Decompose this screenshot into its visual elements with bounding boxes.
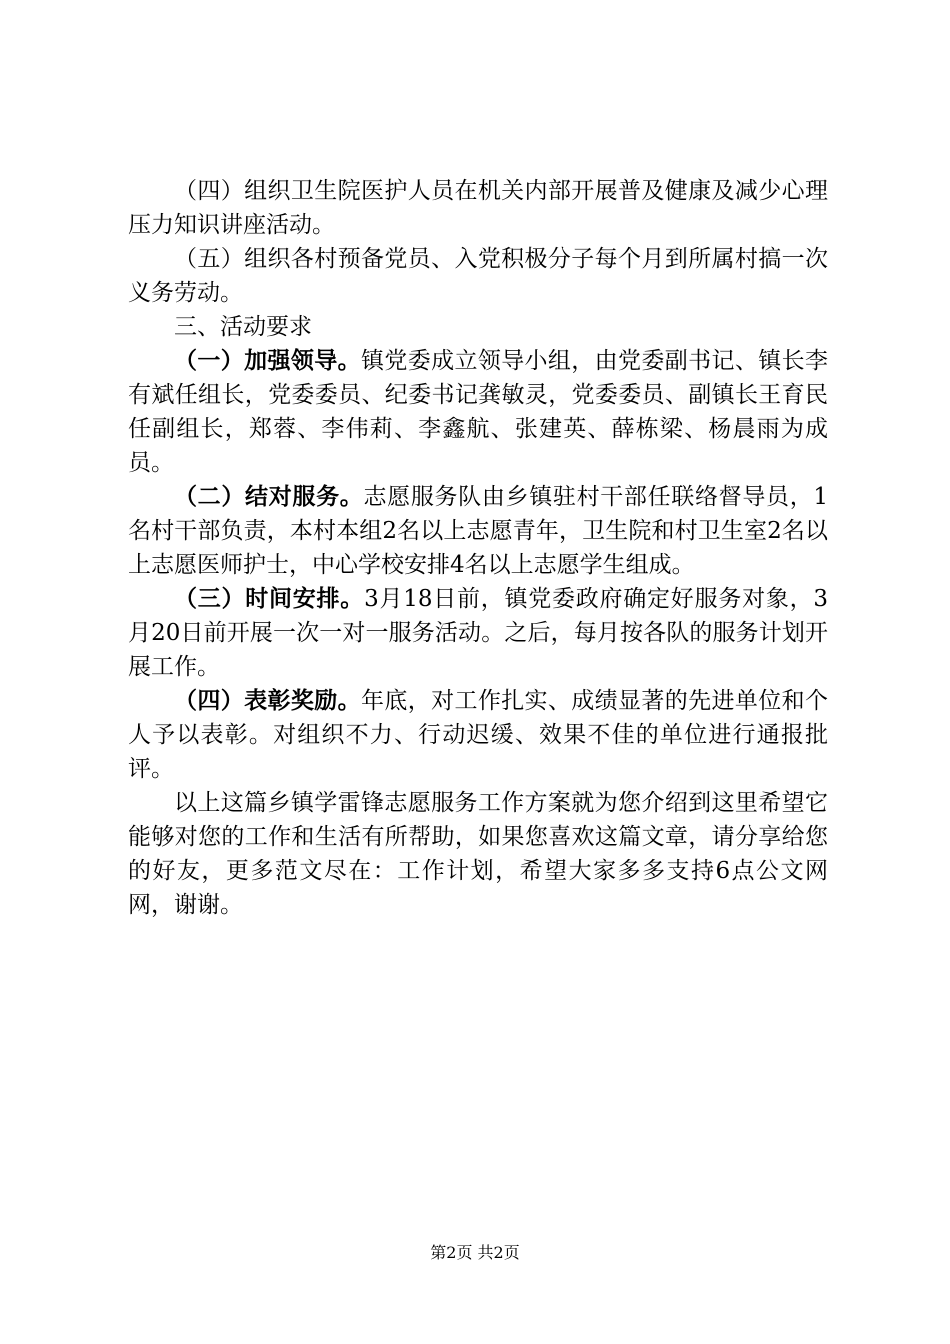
paragraph-closing (128, 786, 828, 922)
paragraph-schedule (128, 582, 828, 684)
paragraph-text: （五）组织各村预备党员、入党积极分子每个月到所属村搞一次义务劳动。 (128, 246, 828, 306)
paragraph-organize-lecture (128, 174, 828, 242)
section-heading-text: 三、活动要求 (174, 314, 312, 340)
paragraph-paired-service (128, 480, 828, 582)
paragraph-lead: （二）结对服务。 (174, 484, 364, 510)
paragraph-commendation (128, 684, 828, 786)
paragraph-text: 年底，对工作扎实、成绩显著的先进单位和个人予以表彰。对组织不力、行动迟缓、效果不佳的单位进行通报批评。 (128, 688, 829, 782)
paragraph-lead: （四）表彰奖励。 (174, 688, 361, 714)
paragraph-text: （四）组织卫生院医护人员在机关内部开展普及健康及减少心理压力知识讲座活动。 (128, 178, 828, 238)
paragraph-text: 以上这篇乡镇学雷锋志愿服务工作方案就为您介绍到这里希望它能够对您的工作和生活有所帮助，如果您喜欢这篇文章，请分享给您的好友，更多范文尽在：工作计划，希望大家多多支持6点公文网网，谢谢。 (128, 790, 828, 918)
document-body (128, 174, 828, 922)
paragraph-text: 镇党委成立领导小组，由党委副书记、镇长李有斌任组长，党委委员、纪委书记龚敏灵，党委委员、副镇长王育民任副组长，郑蓉、李伟莉、李鑫航、张建英、薛栋梁、杨晨雨为成员。 (128, 348, 829, 476)
paragraph-volunteer-labor (128, 242, 828, 310)
paragraph-leadership (128, 344, 828, 480)
paragraph-lead: （一）加强领导。 (174, 348, 361, 374)
paragraph-text: 志愿服务队由乡镇驻村干部任联络督导员，1名村干部负责，本村本组2名以上志愿青年，卫生院和村卫生室2名以上志愿医师护士，中心学校安排4名以上志愿学生组成。 (128, 484, 829, 578)
paragraph-text: 3月18日前，镇党委政府确定好服务对象，3月20日前开展一次一对一服务活动。之后，每月按各队的服务计划开展工作。 (128, 586, 828, 680)
page-number-footer: 第2页 共2页 (430, 1243, 520, 1262)
section-heading-requirements (128, 310, 828, 344)
paragraph-lead: （三）时间安排。 (174, 586, 365, 612)
